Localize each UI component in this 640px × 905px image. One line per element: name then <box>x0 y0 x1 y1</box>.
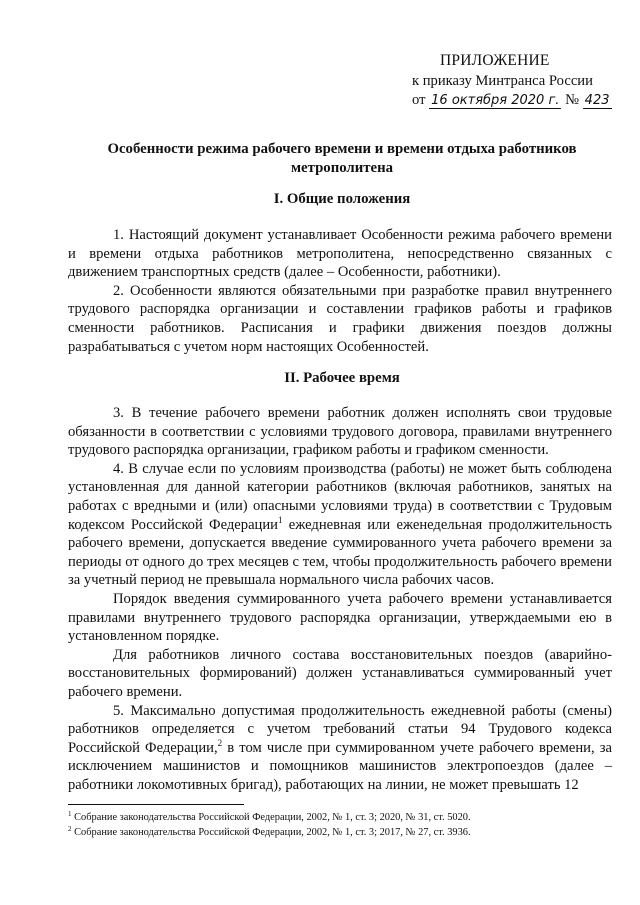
section-heading-general: I. Общие положения <box>273 191 411 207</box>
paragraph-1: 1. Настоящий документ устанавливает Особенности режима рабочего времени и времени отдыха работников метрополитена, непосредственно связанных с движением транспортных средств (далее – Особенности, работники). <box>68 227 612 281</box>
paragraph-4 <box>68 460 612 590</box>
footnote-ref-2: 2 <box>217 737 223 748</box>
order-reference: к приказу Минтранса России <box>412 73 593 89</box>
footnote-2-text: Собрание законодательства Российской Федерации, 2002, № 1, ст. 3; 2017, № 27, ст. 3936. <box>74 827 471 838</box>
order-date-number <box>412 91 612 111</box>
section-heading-working-time: II. Рабочее время <box>284 370 400 386</box>
footnote-2-marker: 2 <box>68 825 72 833</box>
footnote-1-text: Собрание законодательства Российской Федерации, 2002, № 1, ст. 3; 2020, № 31, ст. 5020. <box>74 812 471 823</box>
handwritten-date: 16 октября 2020 г. <box>431 93 560 108</box>
paragraph-7-part-b: в том числе при суммированном учете рабочего времени, за исключением машинистов и помощников машинистов электропоездов (далее – работники локомотивных бригад), работающих на линии, не может превышать 12 <box>68 739 612 793</box>
paragraph-4-part-a: 4. В случае если по условиям производства (работы) не может быть соблюдена установленная для данной категории работников (включая работников, занятых на работах с вредными и (или) опасными условиями труда) в соответствии с Трудовым кодексом Российской Федерации <box>68 460 612 533</box>
section-working-time-body <box>68 404 612 794</box>
footnote-divider <box>68 804 244 805</box>
paragraph-2: 2. Особенности являются обязательными при разработке правил внутреннего трудового распорядка организации и составлении графиков работы и графиков сменности работников. Расписания и графики движения поездов должны разрабатываться с учетом норм настоящих Особенностей. <box>68 282 612 355</box>
section-general-body <box>68 226 612 356</box>
handwritten-number: 423 <box>584 93 610 108</box>
number-label: № <box>565 92 580 108</box>
footnote-1 <box>68 810 628 825</box>
appendix-label: ПРИЛОЖЕНИЕ <box>440 52 550 69</box>
paragraph-6: Для работников личного состава восстановительных поездов (аварийно-восстановительных формирований) должен устанавливаться суммированный учет рабочего времени. <box>68 646 612 700</box>
document-title: Особенности режима рабочего времени и времени отдыха работников метрополитена <box>107 141 577 176</box>
date-prefix: от <box>412 92 426 108</box>
footnotes <box>68 810 628 840</box>
paragraph-3: 3. В течение рабочего времени работник должен исполнять свои трудовые обязанности в соответствии с условиями трудового договора, правилами внутреннего трудового распорядка организации, графиком работы и графиком сменности. <box>68 405 612 459</box>
paragraph-4-part-b: ежедневная или еженедельная продолжительность рабочего времени, допускается введение суммированного учета рабочего времени за периоды от одного до трех месяцев с тем, чтобы продолжительность рабочего времени за учетный период не превышала нормального числа рабочих часов. <box>68 516 612 589</box>
footnote-2 <box>68 825 628 840</box>
paragraph-7-part-a: 5. Максимально допустимая продолжительность ежедневной работы (смены) работников определяется с учетом требований статьи 94 Трудового кодекса Российской Федерации, <box>68 702 612 756</box>
paragraph-5: Порядок введения суммированного учета рабочего времени устанавливается правилами внутреннего трудового распорядка организации, утверждаемыми ею в установленном порядке. <box>68 590 612 645</box>
footnote-ref-1: 1 <box>277 514 283 525</box>
paragraph-7 <box>68 702 612 795</box>
footnote-1-marker: 1 <box>68 810 72 818</box>
